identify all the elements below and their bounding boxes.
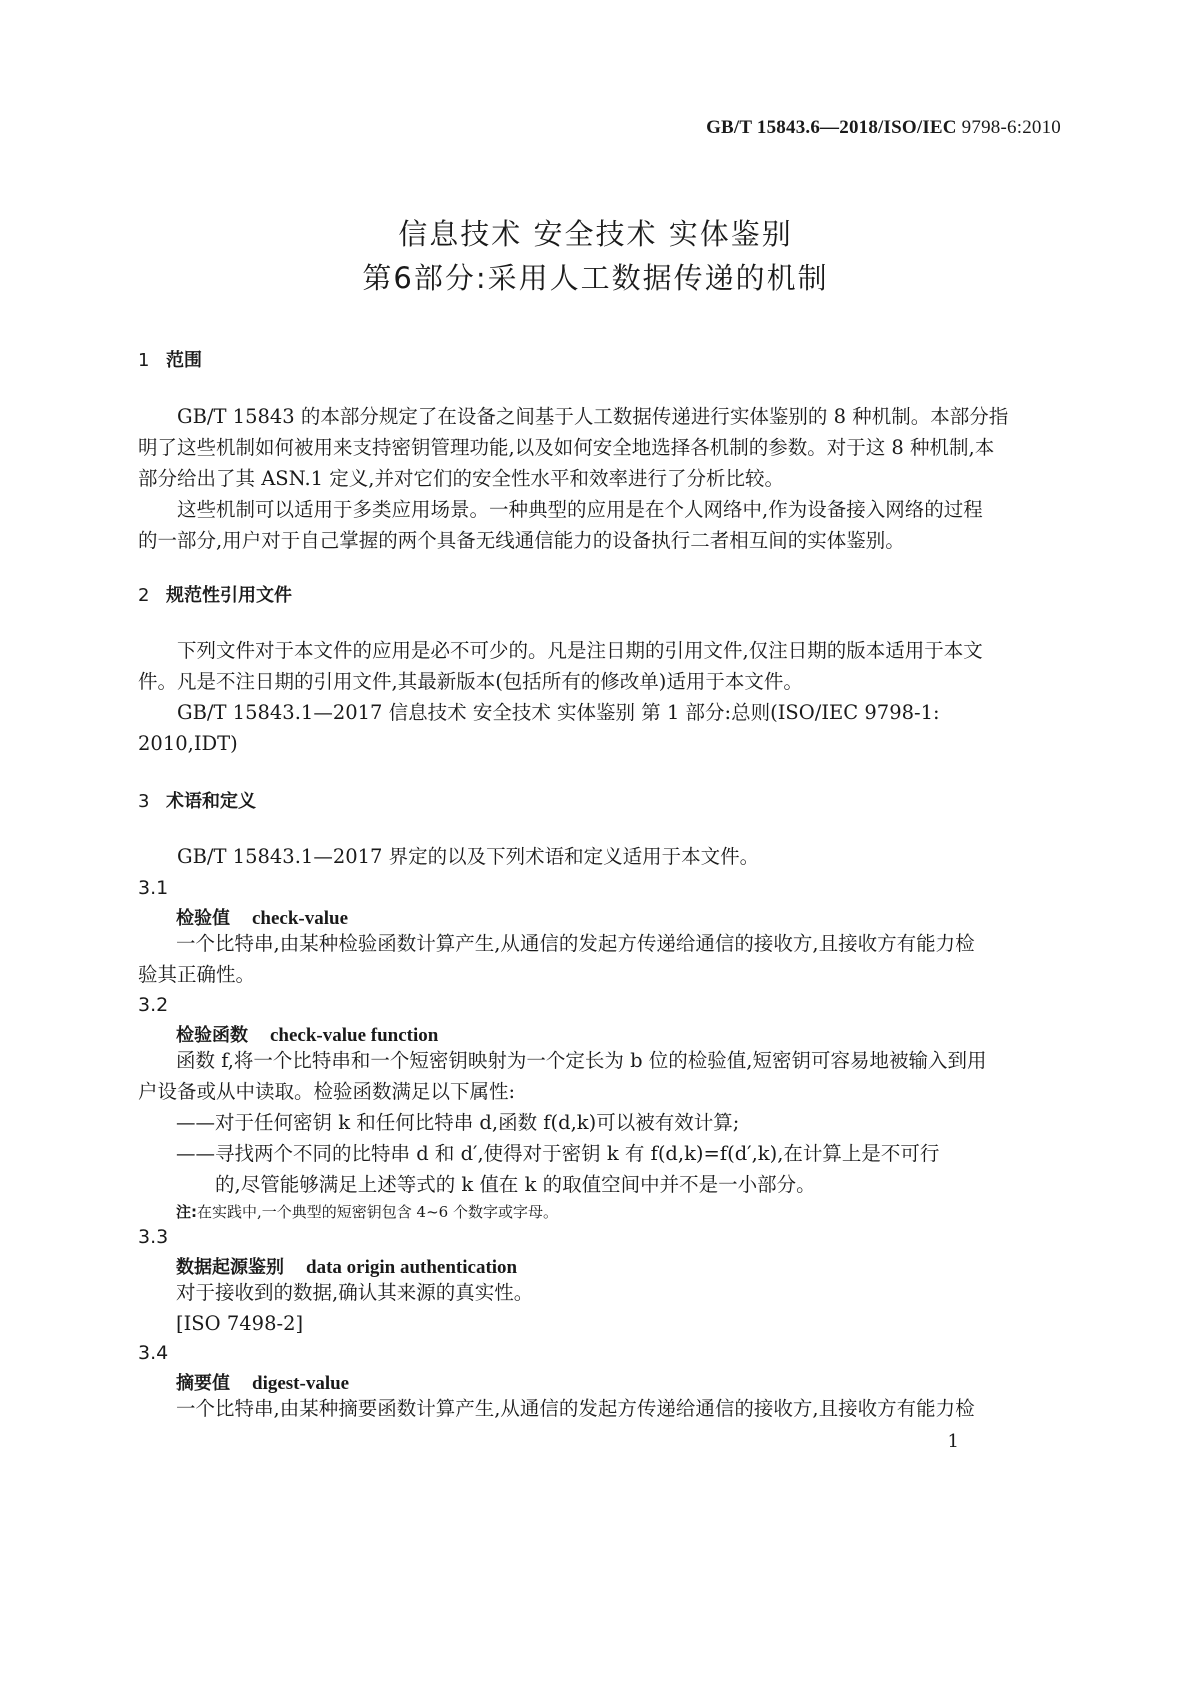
- property-item: ——寻找两个不同的比特串 d 和 d′,使得对于密钥 k 有 f(d,k)=f(d′,k),在计算上是不可行: [176, 1142, 940, 1165]
- doc-title-line2: 第6部分:采用人工数据传递的机制: [362, 261, 829, 295]
- term-definition: 一个比特串,由某种摘要函数计算产生,从通信的发起方传递给通信的接收方,且接收方有能力检: [176, 1397, 975, 1420]
- term-definition-cont: 验其正确性。: [138, 963, 256, 986]
- note: 注:在实践中,一个典型的短密钥包含 4~6 个数字或字母。: [176, 1203, 558, 1221]
- term-source: [ISO 7498-2]: [176, 1312, 304, 1335]
- refs-paragraph-1: 下列文件对于本文件的应用是必不可少的。凡是注日期的引用文件,仅注日期的版本适用于本文 件。凡是不注日期的引用文件,其最新版本(包括所有的修改单)适用于本文件。: [138, 639, 983, 693]
- terms-intro: GB/T 15843.1—2017 界定的以及下列术语和定义适用于本文件。: [177, 845, 760, 868]
- term-heading: 检验函数 check-value function: [176, 1025, 439, 1046]
- term-definition: 对于接收到的数据,确认其来源的真实性。: [176, 1281, 534, 1304]
- section-heading-normative-references: 2 规范性引用文件: [138, 585, 292, 606]
- term-number: 3.3: [138, 1226, 169, 1248]
- scope-paragraph-2: 这些机制可以适用于多类应用场景。一种典型的应用是在个人网络中,作为设备接入网络的过程 的一部分,用户对于自己掌握的两个具备无线通信能力的设备执行二者相互间的实体鉴别。: [138, 498, 983, 552]
- term-definition: 函数 f,将一个比特串和一个短密钥映射为一个定长为 b 位的检验值,短密钥可容易地被输入到用: [176, 1049, 987, 1072]
- term-number: 3.1: [138, 877, 169, 899]
- standard-number: GB/T 15843.6—2018/ISO/IEC 9798-6:2010: [706, 117, 1061, 138]
- refs-paragraph-2: GB/T 15843.1—2017 信息技术 安全技术 实体鉴别 第 1 部分:总则(ISO/IEC 9798-1: 2010,IDT): [138, 701, 940, 755]
- term-number: 3.4: [138, 1342, 169, 1364]
- property-item-cont: 的,尽管能够满足上述等式的 k 值在 k 的取值空间中并不是一小部分。: [215, 1173, 816, 1196]
- scope-paragraph-1: GB/T 15843 的本部分规定了在设备之间基于人工数据传递进行实体鉴别的 8 种机制。本部分指 明了这些机制如何被用来支持密钥管理功能,以及如何安全地选择各机制的参数。对于这 8 种机制,本 部分给出了其 ASN.1 定义,并对它们的安全性水平和效率进行了分析比较。: [138, 405, 1009, 490]
- section-heading-scope: 1 范围: [138, 350, 202, 371]
- section-heading-terms: 3 术语和定义: [138, 791, 256, 812]
- term-definition-cont: 户设备或从中读取。检验函数满足以下属性:: [138, 1080, 516, 1103]
- property-item: ——对于任何密钥 k 和任何比特串 d,函数 f(d,k)可以被有效计算;: [176, 1111, 740, 1134]
- doc-title-line1: 信息技术 安全技术 实体鉴别: [398, 217, 793, 251]
- term-heading: 摘要值 digest-value: [176, 1373, 350, 1394]
- term-heading: 数据起源鉴别 data origin authentication: [176, 1257, 518, 1278]
- page-number: 1: [947, 1431, 959, 1452]
- term-number: 3.2: [138, 994, 169, 1016]
- term-heading: 检验值 check-value: [176, 908, 349, 929]
- term-definition: 一个比特串,由某种检验函数计算产生,从通信的发起方传递给通信的接收方,且接收方有能力检: [176, 932, 975, 955]
